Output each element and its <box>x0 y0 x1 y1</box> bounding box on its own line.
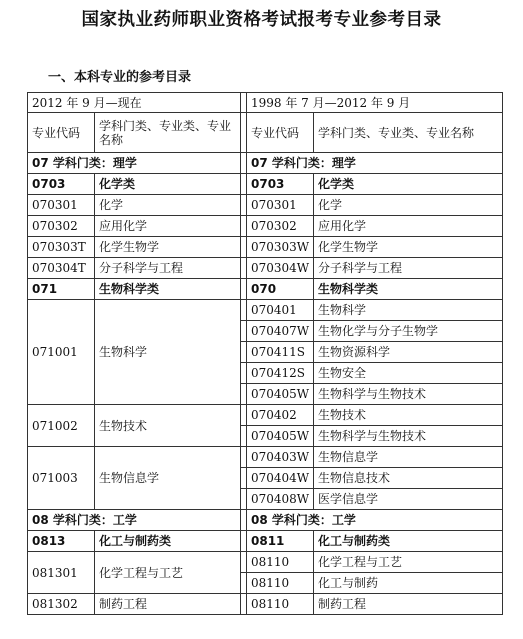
major-code-right: 070403W <box>247 447 314 468</box>
major-code-right: 070405W <box>247 426 314 447</box>
major-code-right: 070302 <box>247 216 314 237</box>
major-code-right: 070404W <box>247 468 314 489</box>
major-name-right: 生物化学与分子生物学 <box>314 321 503 342</box>
major-name-right: 生物安全 <box>314 363 503 384</box>
major-name-left: 应用化学 <box>95 216 241 237</box>
major-code-right: 070303W <box>247 237 314 258</box>
major-code-left: 071003 <box>28 447 95 510</box>
page-title: 国家执业药师职业资格考试报考专业参考目录 <box>81 10 442 30</box>
major-catalog-table <box>27 92 503 615</box>
group-name-left: 化学类 <box>95 174 241 195</box>
major-code-left: 070302 <box>28 216 95 237</box>
major-code-right: 070405W <box>247 384 314 405</box>
major-code-left: 070301 <box>28 195 95 216</box>
group-code-right: 070 <box>247 279 314 300</box>
header-code-left: 专业代码 <box>28 113 95 153</box>
major-name-right: 分子科学与工程 <box>314 258 503 279</box>
major-code-right: 070402 <box>247 405 314 426</box>
major-code-left: 081302 <box>28 594 95 615</box>
major-name-left: 化学 <box>95 195 241 216</box>
major-name-left: 生物信息学 <box>95 447 241 510</box>
major-code-right: 08110 <box>247 594 314 615</box>
major-name-right: 化学生物学 <box>314 237 503 258</box>
header-code-right: 专业代码 <box>247 113 314 153</box>
major-code-left: 070304T <box>28 258 95 279</box>
major-code-left: 070303T <box>28 237 95 258</box>
major-code-left: 071001 <box>28 300 95 405</box>
category-row-right: 07 学科门类：理学 <box>247 153 503 174</box>
group-name-right: 生物科学类 <box>314 279 503 300</box>
major-name-left: 制药工程 <box>95 594 241 615</box>
major-code-right: 070401 <box>247 300 314 321</box>
major-name-left: 生物科学 <box>95 300 241 405</box>
group-name-left: 生物科学类 <box>95 279 241 300</box>
major-name-right: 制药工程 <box>314 594 503 615</box>
group-code-right: 0703 <box>247 174 314 195</box>
major-name-right: 生物信息学 <box>314 447 503 468</box>
major-name-right: 生物信息技术 <box>314 468 503 489</box>
major-code-right: 070412S <box>247 363 314 384</box>
major-code-left: 081301 <box>28 552 95 594</box>
category-row-left: 08 学科门类：工学 <box>28 510 241 531</box>
category-row-right: 08 学科门类：工学 <box>247 510 503 531</box>
major-name-right: 生物科学 <box>314 300 503 321</box>
header-name-left: 学科门类、专业类、专业名称 <box>95 113 241 153</box>
major-name-right: 生物技术 <box>314 405 503 426</box>
group-code-left: 0813 <box>28 531 95 552</box>
group-code-left: 071 <box>28 279 95 300</box>
major-code-right: 070301 <box>247 195 314 216</box>
major-name-right: 应用化学 <box>314 216 503 237</box>
major-code-right: 08110 <box>247 573 314 594</box>
period-right: 1998 年 7 月—2012 年 9 月 <box>247 93 503 113</box>
major-code-right: 08110 <box>247 552 314 573</box>
group-code-right: 0811 <box>247 531 314 552</box>
section-heading: 一、本科专业的参考目录 <box>48 70 192 85</box>
group-name-right: 化学类 <box>314 174 503 195</box>
major-name-right: 化工与制药 <box>314 573 503 594</box>
group-name-left: 化工与制药类 <box>95 531 241 552</box>
major-name-right: 医学信息学 <box>314 489 503 510</box>
group-name-right: 化工与制药类 <box>314 531 503 552</box>
major-code-left: 071002 <box>28 405 95 447</box>
major-name-right: 生物科学与生物技术 <box>314 384 503 405</box>
major-code-right: 070411S <box>247 342 314 363</box>
group-code-left: 0703 <box>28 174 95 195</box>
major-name-right: 生物资源科学 <box>314 342 503 363</box>
major-name-left: 化学工程与工艺 <box>95 552 241 594</box>
major-name-left: 化学生物学 <box>95 237 241 258</box>
major-name-left: 分子科学与工程 <box>95 258 241 279</box>
major-code-right: 070408W <box>247 489 314 510</box>
major-code-right: 070407W <box>247 321 314 342</box>
category-row-left: 07 学科门类：理学 <box>28 153 241 174</box>
major-name-right: 化学工程与工艺 <box>314 552 503 573</box>
period-left: 2012 年 9 月—现在 <box>28 93 241 113</box>
major-name-right: 化学 <box>314 195 503 216</box>
major-name-left: 生物技术 <box>95 405 241 447</box>
major-code-right: 070304W <box>247 258 314 279</box>
major-name-right: 生物科学与生物技术 <box>314 426 503 447</box>
header-name-right: 学科门类、专业类、专业名称 <box>314 113 503 153</box>
